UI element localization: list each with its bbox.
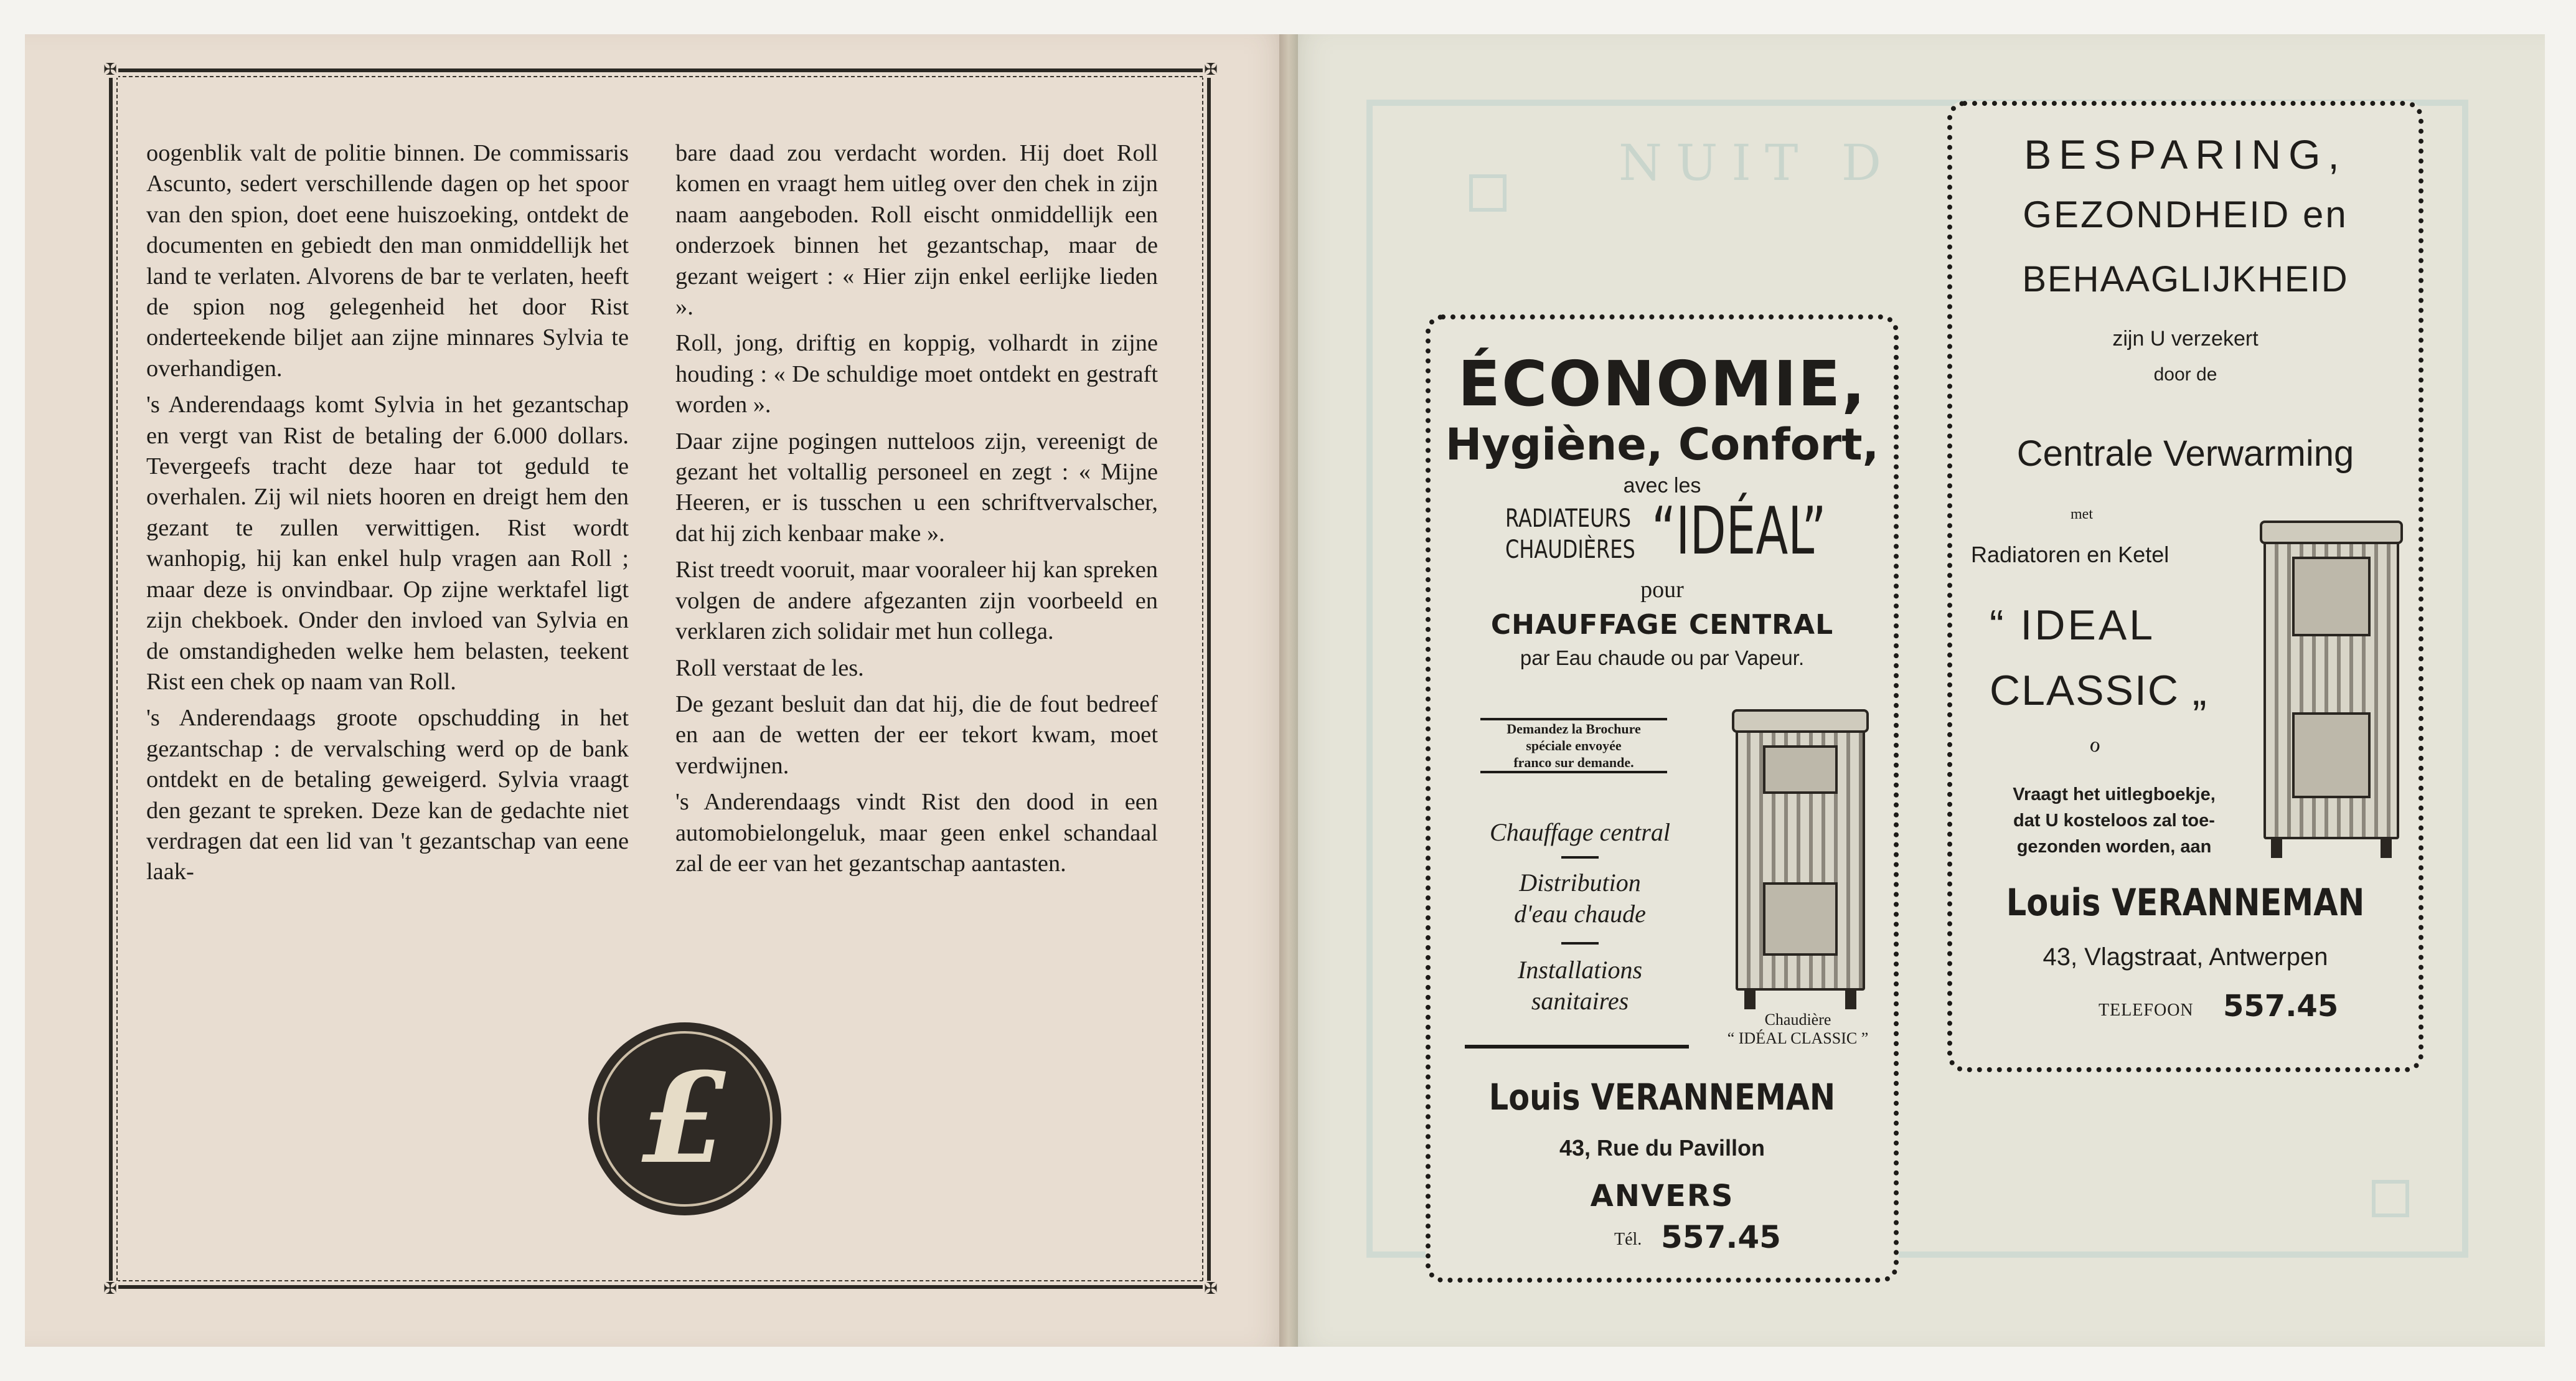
paragraph: Roll, jong, driftig en koppig, volhardt in zijne houding : « De schuldige moet ontdekt en gestraft worden ».: [675, 330, 1158, 418]
ad-text: door de: [2153, 364, 2217, 385]
request-line: Vraagt het uitlegboekje,: [2013, 785, 2216, 804]
boiler-foot: [2381, 837, 2392, 858]
service-item: Chauffage central: [1490, 818, 1670, 846]
corner-ornament-icon: ✠: [102, 62, 118, 78]
dealer-address: 43, Vlagstraat, Antwerpen: [2042, 943, 2328, 971]
book-spine: [1279, 34, 1298, 1347]
brochure-box: [1480, 718, 1667, 773]
brand-name: “IDÉAL”: [1652, 493, 1826, 569]
paragraph: 's Anderendaags groote opschudding in het gezantschap : de vervalsching werd op de bank ontdekt en de betaling geweigerd. Sylvia vraagt den gezant te spreken. Deze kan de gedachte niet verdragen dat een lid van 't gezantschap van eene laak-: [146, 705, 629, 885]
boiler-caption: [1704, 1011, 1891, 1048]
divider: [1561, 856, 1599, 859]
boiler-panel: [2292, 712, 2371, 798]
boiler-foot: [1845, 988, 1856, 1009]
boiler-foot: [2271, 837, 2282, 858]
product-name: Radiatoren en Ketel: [1971, 542, 2169, 567]
corner-ornament-icon: ✠: [1203, 62, 1219, 78]
dealer-address: 43, Rue du Pavillon: [1559, 1135, 1765, 1161]
logo-letter: £: [641, 1045, 728, 1192]
corner-ornament-icon: ✠: [102, 1281, 118, 1297]
boiler-illustration: [2263, 535, 2399, 839]
caption-line: “ IDÉAL CLASSIC ”: [1727, 1029, 1869, 1047]
tel-label: TELEFOON: [2099, 1001, 2194, 1020]
paragraph: 's Anderendaags vindt Rist den dood in een automobielongeluk, maar geen enkel schandaal zal de eer van het gezantschap aantasten.: [675, 789, 1158, 877]
ideal-ad-dutch: [1947, 101, 2423, 1072]
tel-label: Tél.: [1614, 1230, 1642, 1249]
boiler-top: [2260, 521, 2403, 544]
service-item: [1455, 867, 1704, 930]
request-text: [1971, 781, 2257, 860]
paragraph: Roll verstaat de les.: [675, 654, 864, 681]
text-column-2: [675, 138, 1158, 885]
divider: [1561, 942, 1599, 945]
brochure-line: Demandez la Brochure: [1507, 721, 1641, 737]
tel-number: 557.45: [1661, 1219, 1781, 1255]
boiler-panel: [1763, 745, 1838, 794]
service-item: [1455, 954, 1704, 1017]
paragraph: 's Anderendaags komt Sylvia in het gezantschap en vergt van Rist de betaling der 6.000 dollars. Tevergeefs tracht deze haar tot geduld te overhalen. Zij wil niets hooren en dreigt hem den gezant te zullen verwittigen. Rist wordt wanhopig, hij kan enkel hulp vragen aan Roll ; maar deze is onvindbaar. Op zijne werktafel ligt zijn chekboek. Onder den invloed van Sylvia en de omstandigheden welke hem belasten, teekent Rist een chek op naam van Roll.: [146, 392, 629, 695]
ad-headline: Hygiène, Confort,: [1445, 419, 1879, 470]
ad-headline: BESPARING,: [2024, 131, 2347, 177]
boiler-top: [1732, 709, 1869, 733]
brochure-line: spéciale envoyée: [1526, 738, 1622, 753]
service-item-line: Installations: [1517, 956, 1643, 984]
brand-name: “ IDEAL: [1990, 601, 2156, 649]
text-column-1: [146, 138, 629, 893]
ad-text: zijn U verzekert: [2112, 327, 2259, 351]
dealer-name: Louis VERANNEMAN: [1488, 1076, 1836, 1118]
brochure-line: franco sur demande.: [1513, 755, 1634, 770]
ad-text: pour: [1640, 577, 1684, 603]
faded-square-ornament: [1469, 174, 1507, 212]
ad-headline: ÉCONOMIE,: [1457, 347, 1867, 420]
boiler-foot: [1744, 988, 1756, 1009]
ad-text: par Eau chaude ou par Vapeur.: [1520, 646, 1805, 669]
service-name: Centrale Verwarming: [2016, 433, 2354, 474]
boiler-panel: [1763, 882, 1838, 956]
service-name: CHAUFFAGE CENTRAL: [1490, 609, 1834, 641]
paragraph: Daar zijne pogingen nutteloos zijn, vereenigt de gezant het voltallig personeel en zegt : « Mijne Heeren, er is tusschen u een schriftvervalscher, dat hij zich kenbaar make ».: [675, 428, 1158, 547]
caption-line: Chaudière: [1764, 1011, 1831, 1029]
product-line: CHAUDIÈRES: [1505, 535, 1635, 564]
publisher-logo: [588, 1022, 781, 1215]
logo-ring: [597, 1031, 773, 1207]
boiler-panel: [2292, 557, 2371, 636]
divider: [1465, 1045, 1689, 1049]
brand-name: CLASSIC „: [1990, 667, 2208, 714]
ornament-icon: ℴ: [2089, 729, 2101, 757]
service-item-line: Distribution: [1519, 869, 1641, 897]
ad-text: met: [2071, 506, 2093, 522]
service-item-line: sanitaires: [1531, 987, 1629, 1015]
tel-number: 557.45: [2223, 989, 2339, 1024]
paragraph: De gezant besluit dan dat hij, die de fout bedreef en aan de wetten der eer tekort kwam, moet verdwijnen.: [675, 690, 1158, 779]
faded-square-ornament: [2372, 1180, 2409, 1217]
ideal-ad-french: [1426, 314, 1899, 1283]
faded-ad-title: NUIT D: [1619, 134, 1895, 192]
request-line: dat U kosteloos zal toe-: [2013, 811, 2215, 831]
dealer-name: Louis VERANNEMAN: [2006, 881, 2365, 925]
paragraph: oogenblik valt de politie binnen. De commissaris Ascunto, sedert verschillende dagen op het spoor van den spion, doet eene huiszoeking, ontdekt de documenten en gebiedt den man onmiddellijk het land te verlaten. Alvorens de bar te verlaten, heeft de spion nog gelegenheid het door Rist onderteekende biljet aan zijne minnares Sylvia te overhandigen.: [146, 140, 629, 382]
paragraph: bare daad zou verdacht worden. Hij doet Roll komen en vraagt hem uitleg over den chek in zijn naam aangeboden. Roll eischt onmiddellijk een onderzoek binnen het gezantschap, maar de gezant weigert : « Hier zijn enkel eerlijke lieden ».: [675, 140, 1158, 321]
ad-headline: GEZONDHEID en: [2023, 194, 2348, 235]
ad-headline: BEHAAGLIJKHEID: [2022, 259, 2349, 299]
paragraph: Rist treedt vooruit, maar vooraleer hij kan spreken volgen de andere afgezanten zijn voorbeeld en verklaren zich solidair met hun collega.: [675, 557, 1158, 645]
boiler-illustration: [1736, 724, 1865, 991]
product-line: RADIATEURS: [1505, 504, 1632, 533]
product-lines: [1505, 503, 1635, 565]
ad-text: avec les: [1623, 474, 1701, 497]
service-item-line: d'eau chaude: [1514, 900, 1646, 928]
dealer-city: ANVERS: [1590, 1179, 1734, 1214]
request-line: gezonden worden, aan: [2016, 837, 2212, 857]
corner-ornament-icon: ✠: [1203, 1281, 1219, 1297]
